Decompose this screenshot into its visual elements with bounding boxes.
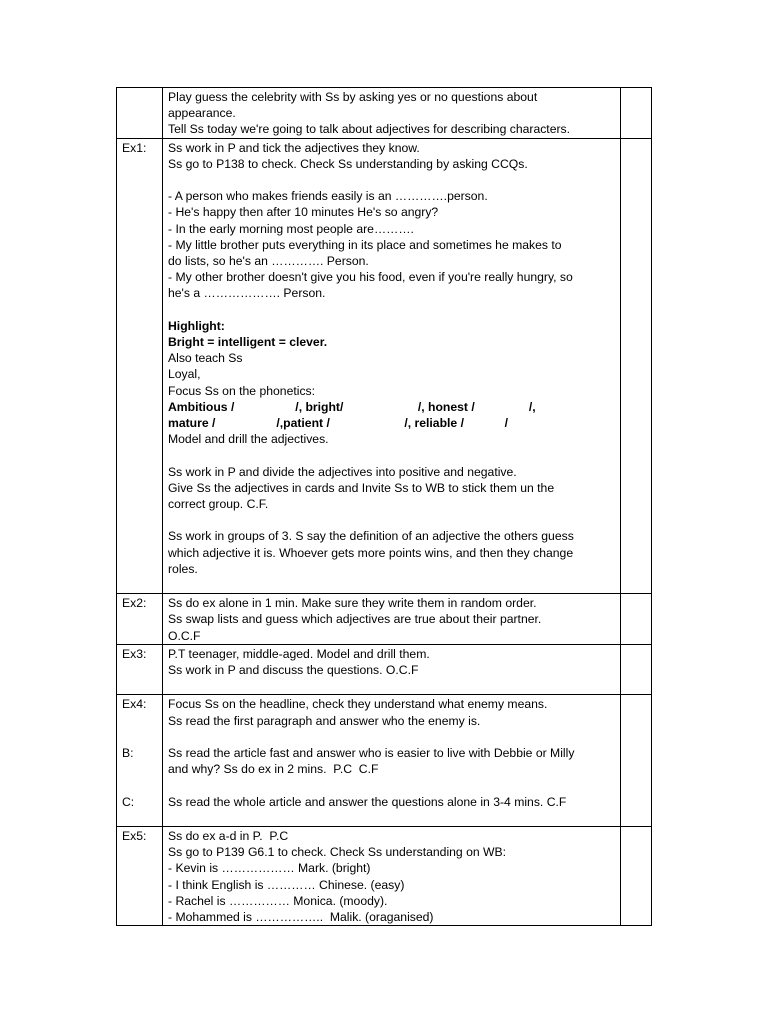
empty-cell	[621, 138, 652, 594]
procedure-line: Ss swap lists and guess which adjectives are true about their partner.	[168, 612, 542, 627]
procedure-line: Bright = intelligent = clever.	[168, 335, 328, 350]
exercise-label: Ex1:	[122, 140, 147, 155]
table-row	[117, 138, 652, 594]
procedure-line	[168, 810, 615, 826]
procedure-cell	[163, 827, 621, 926]
procedure-line: - My other brother doesn't give you his food, even if you're really hungry, so	[168, 270, 573, 285]
procedure-line: Ss work in P and tick the adjectives they know.	[168, 140, 420, 155]
procedure-line	[168, 302, 615, 318]
exercise-label	[122, 713, 157, 729]
exercise-label: B:	[122, 745, 134, 760]
procedure-line: Also teach Ss	[168, 351, 243, 366]
procedure-cell	[163, 695, 621, 827]
empty-cell	[621, 594, 652, 645]
procedure-line: Focus Ss on the phonetics:	[168, 383, 316, 398]
procedure-line: correct group. C.F.	[168, 497, 269, 512]
exercise-label-cell	[117, 695, 163, 827]
procedure-cell	[163, 644, 621, 695]
table-row	[117, 644, 652, 695]
procedure-line: Ss read the whole article and answer the questions alone in 3-4 mins. C.F	[168, 794, 567, 809]
procedure-line	[168, 172, 615, 188]
procedure-line: Ss work in P and divide the adjectives into positive and negative.	[168, 464, 517, 479]
procedure-line: - In the early morning most people are……….	[168, 221, 414, 236]
exercise-label	[122, 777, 157, 793]
exercise-label: Ex4:	[122, 697, 147, 712]
procedure-line: Ss work in P and discuss the questions. O.C.F	[168, 663, 419, 678]
procedure-line: - My little brother puts everything in its place and sometimes he makes to	[168, 237, 562, 252]
procedure-line	[168, 577, 615, 593]
procedure-cell	[163, 594, 621, 645]
exercise-label: Ex3:	[122, 646, 147, 661]
lesson-plan-table	[116, 87, 652, 926]
empty-cell	[621, 695, 652, 827]
procedure-line: which adjective it is. Whoever gets more points wins, and then they change	[168, 545, 574, 560]
procedure-line: Ambitious / /, bright/ /, honest / /,	[168, 399, 536, 414]
procedure-line: Highlight:	[168, 318, 225, 333]
exercise-label	[122, 89, 157, 105]
procedure-line: - I think English is ………… Chinese. (easy)	[168, 877, 405, 892]
procedure-line	[168, 777, 615, 793]
exercise-label-cell	[117, 138, 163, 594]
procedure-line: Loyal,	[168, 367, 201, 382]
table-row	[117, 594, 652, 645]
procedure-line: Ss work in groups of 3. S say the definition of an adjective the others guess	[168, 529, 574, 544]
procedure-line: Ss read the first paragraph and answer who the enemy is.	[168, 713, 481, 728]
exercise-label: Ex2:	[122, 596, 147, 611]
procedure-line: - Kevin is ……………… Mark. (bright)	[168, 861, 371, 876]
procedure-line: mature / /,patient / /, reliable / /	[168, 416, 508, 431]
procedure-line: do lists, so he's an …………. Person.	[168, 254, 369, 269]
procedure-line: Ss do ex alone in 1 min. Make sure they write them in random order.	[168, 596, 537, 611]
empty-cell	[621, 644, 652, 695]
procedure-line: and why? Ss do ex in 2 mins. P.C C.F	[168, 762, 379, 777]
procedure-line: O.C.F	[168, 628, 201, 643]
procedure-line: he's a ………………. Person.	[168, 286, 326, 301]
procedure-line: Ss go to P138 to check. Check Ss understanding by asking CCQs.	[168, 156, 528, 171]
procedure-line	[168, 729, 615, 745]
procedure-line: - He's happy then after 10 minutes He's so angry?	[168, 205, 439, 220]
procedure-cell	[163, 138, 621, 594]
procedure-line: Ss do ex a-d in P. P.C	[168, 829, 289, 843]
procedure-line: - Mohammed is …………….. Malik. (oraganised)	[168, 910, 434, 925]
procedure-cell	[163, 88, 621, 139]
table-row	[117, 88, 652, 139]
table-row	[117, 827, 652, 926]
empty-cell	[621, 827, 652, 926]
exercise-label-cell	[117, 88, 163, 139]
procedure-line	[168, 512, 615, 528]
exercise-label	[122, 729, 157, 745]
procedure-line: Tell Ss today we're going to talk about adjectives for describing characters.	[168, 122, 571, 137]
procedure-line: P.T teenager, middle-aged. Model and drill them.	[168, 646, 430, 661]
procedure-line: Play guess the celebrity with Ss by asking yes or no questions about	[168, 90, 538, 104]
exercise-label: C:	[122, 794, 135, 809]
procedure-line	[168, 678, 615, 694]
procedure-line: - A person who makes friends easily is an ………….person.	[168, 189, 488, 204]
procedure-line: roles.	[168, 561, 198, 576]
procedure-line: Ss read the article fast and answer who is easier to live with Debbie or Milly	[168, 746, 575, 761]
procedure-line: appearance.	[168, 106, 236, 121]
exercise-label-cell	[117, 644, 163, 695]
exercise-label-cell	[117, 827, 163, 926]
empty-cell	[621, 88, 652, 139]
procedure-line: Model and drill the adjectives.	[168, 432, 329, 447]
table-row	[117, 695, 652, 827]
procedure-line: Give Ss the adjectives in cards and Invite Ss to WB to stick them un the	[168, 480, 555, 495]
exercise-label: Ex5:	[122, 829, 147, 843]
exercise-label-cell	[117, 594, 163, 645]
procedure-line	[168, 447, 615, 463]
procedure-line: Ss go to P139 G6.1 to check. Check Ss understanding on WB:	[168, 845, 507, 860]
procedure-line: Focus Ss on the headline, check they understand what enemy means.	[168, 697, 548, 712]
procedure-line: - Rachel is …………… Monica. (moody).	[168, 893, 388, 908]
exercise-label	[122, 761, 157, 777]
